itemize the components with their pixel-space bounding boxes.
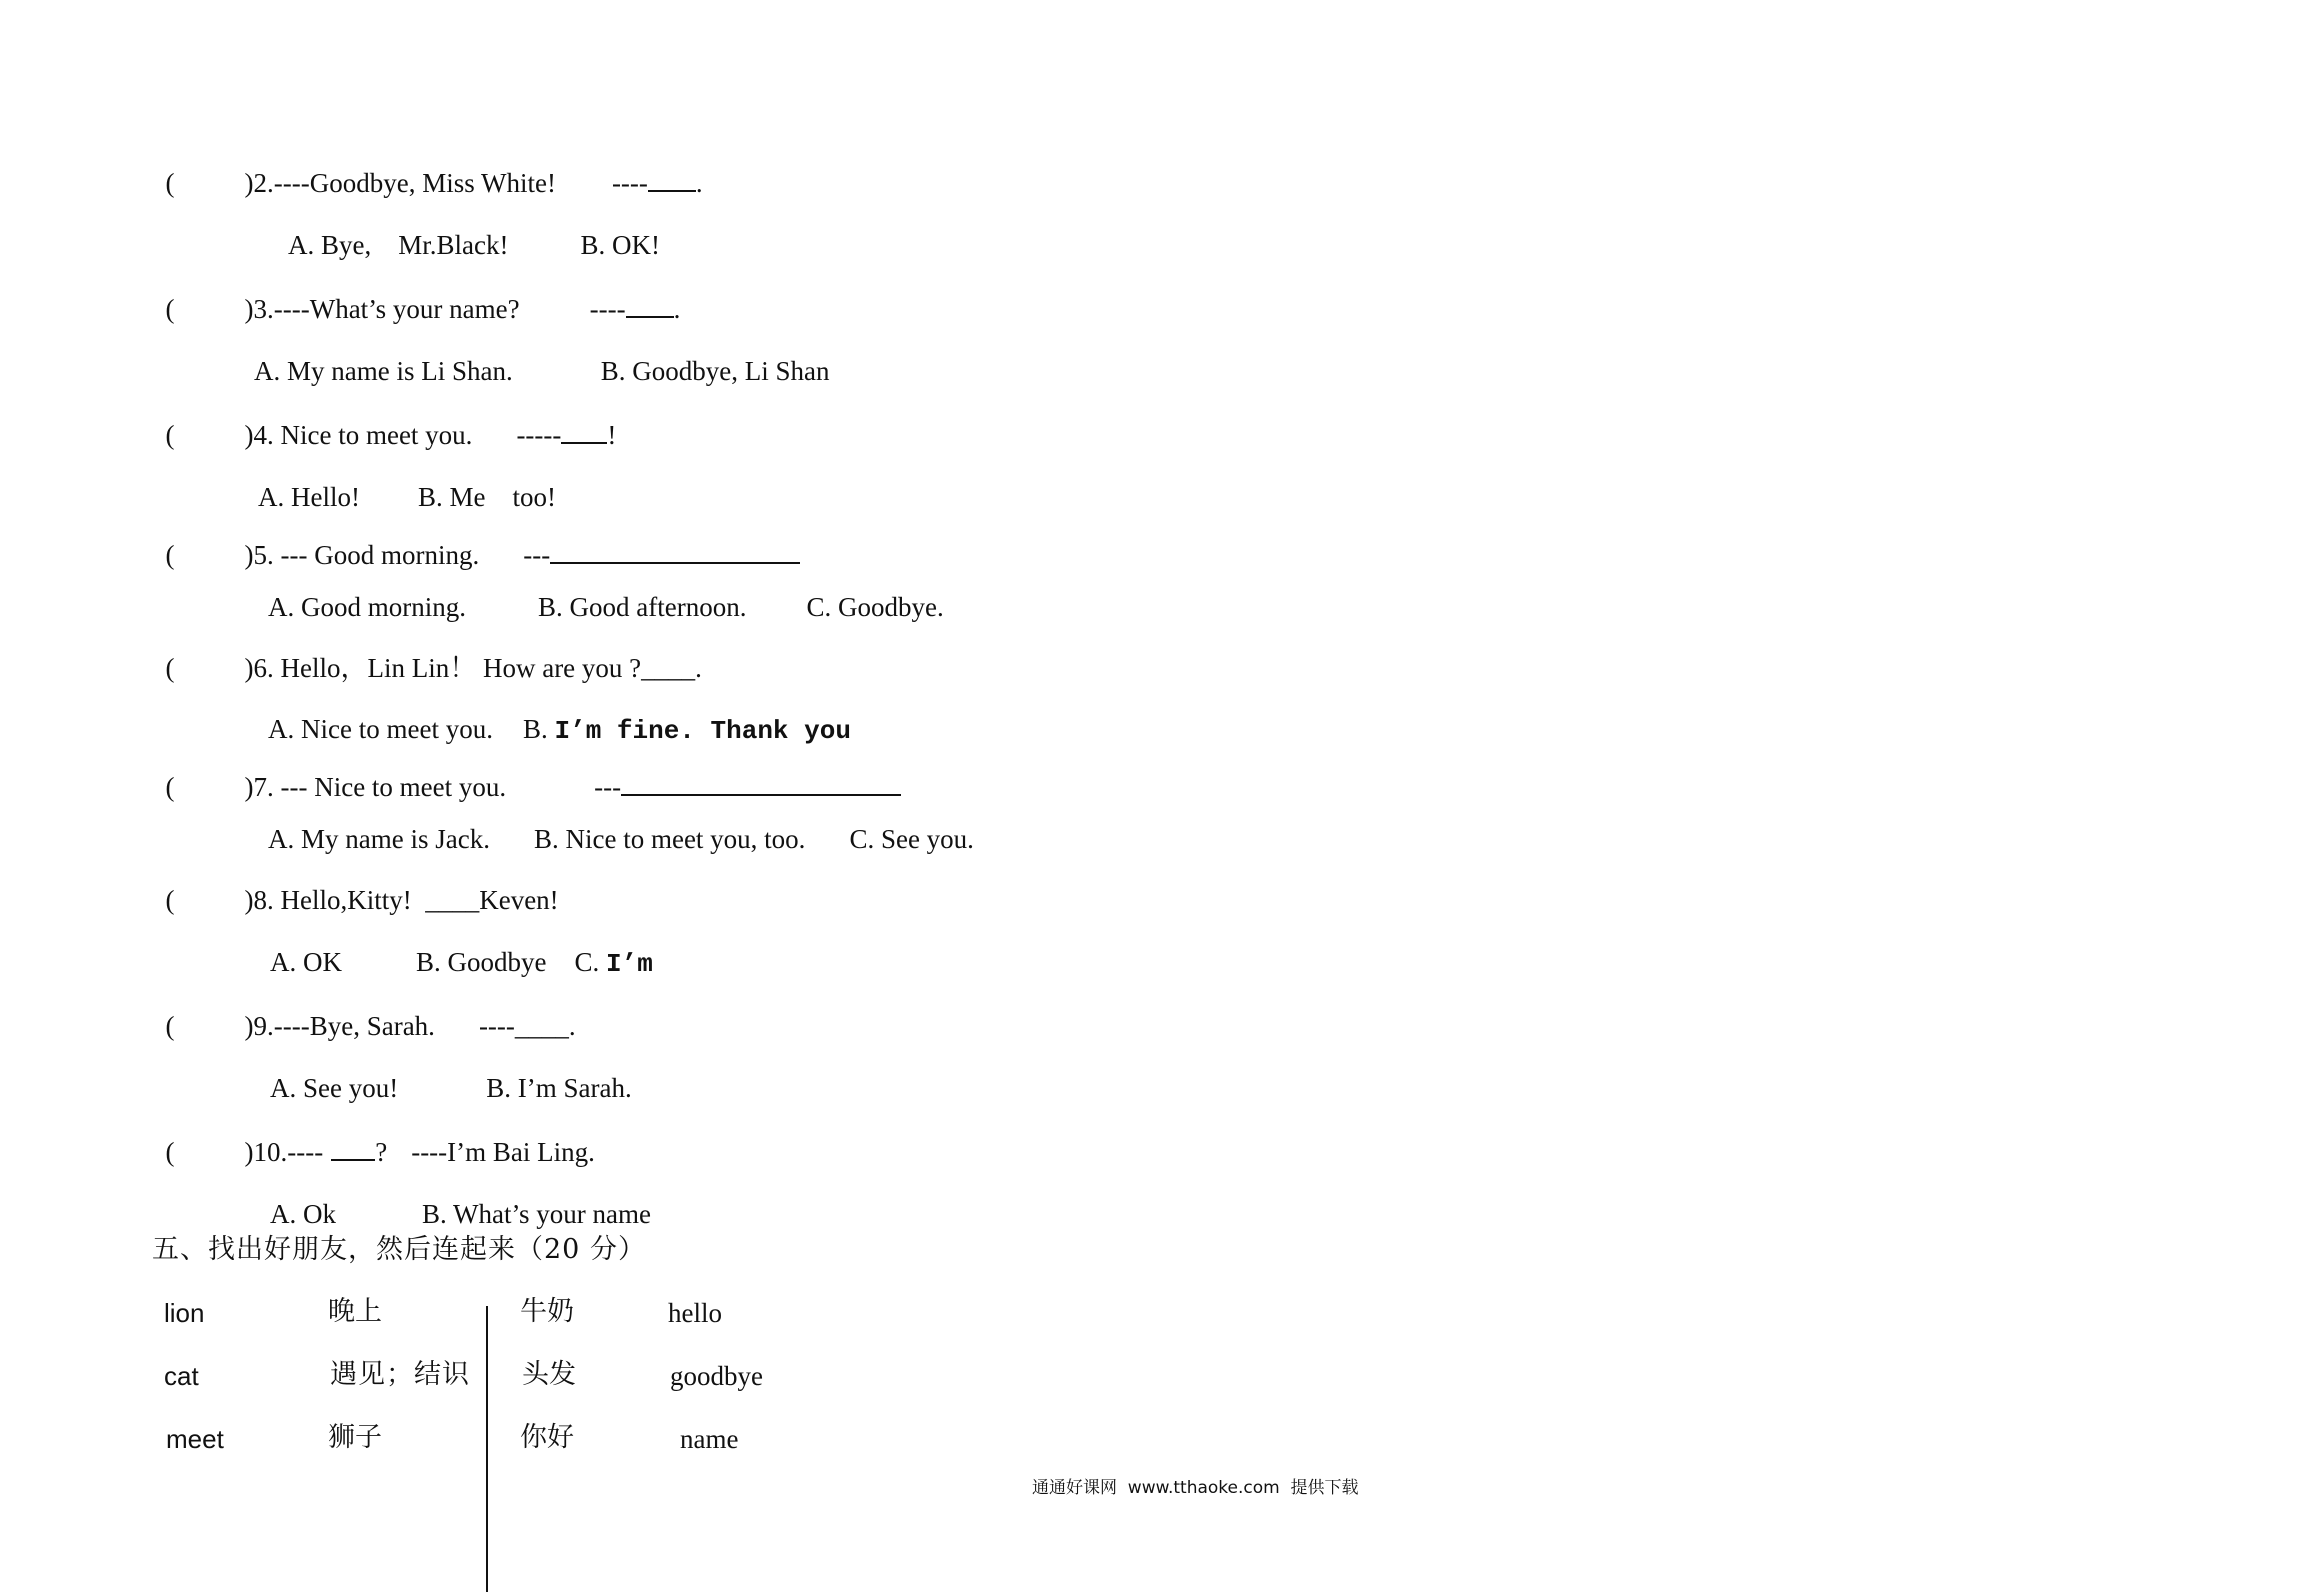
- answer-paren: (: [165, 540, 175, 570]
- option-a: A. Ok: [270, 1199, 337, 1229]
- option-b: B. Good afternoon.: [538, 592, 747, 622]
- option-a: A. My name is Li Shan.: [254, 356, 513, 386]
- option-b: B. What’s your name: [422, 1199, 651, 1229]
- option-c: C. Goodbye.: [806, 592, 944, 622]
- question-7-options: [256, 799, 974, 853]
- option-b: B. OK!: [580, 230, 660, 260]
- option-c: I’m: [606, 949, 653, 979]
- option-a: A. Nice to meet you.: [268, 714, 493, 744]
- answer-blank: [626, 315, 674, 318]
- question-tail: ----____.: [478, 1011, 576, 1041]
- question-response: ----I’m Bai Ling.: [411, 1137, 595, 1167]
- question-tail: ---: [523, 540, 551, 570]
- right-cn-1: 牛奶: [520, 1296, 574, 1327]
- question-9: [152, 986, 576, 1040]
- section-5-title: 五、找出好朋友，然后连起来（20 分）: [152, 1234, 646, 1265]
- question-tail: -----: [516, 420, 562, 450]
- right-cn-3: 你好: [520, 1422, 574, 1453]
- question-tail: ----: [611, 168, 648, 198]
- question-6-options: [256, 689, 851, 744]
- answer-paren: (: [165, 653, 175, 683]
- right-en-1: hello: [668, 1298, 722, 1328]
- option-c: C. See you.: [849, 824, 974, 854]
- question-text: )5. --- Good morning.: [244, 540, 480, 570]
- option-b: B. Goodbye, Li Shan: [600, 356, 830, 386]
- option-b: B. Goodbye: [416, 947, 547, 977]
- question-3: ( )3.----What’s your name? ---- .: [165, 294, 681, 324]
- right-cn-2: 头发: [522, 1359, 576, 1390]
- question-3-options: [242, 331, 830, 385]
- question-text: )8. Hello,Kitty! ____Keven!: [244, 885, 559, 915]
- question-2: ( )2.----Goodbye, Miss White! ---- .: [165, 168, 703, 198]
- question-2-options: [276, 205, 660, 259]
- question-10-options: [258, 1174, 651, 1228]
- answer-paren: (: [165, 168, 175, 198]
- option-b: I’m fine. Thank you: [554, 716, 851, 746]
- question-text: )10.----: [244, 1137, 324, 1167]
- question-text: )7. --- Nice to meet you.: [244, 772, 507, 802]
- answer-blank: [621, 793, 901, 796]
- right-en-3: name: [680, 1424, 739, 1454]
- right-en-2: goodbye: [670, 1361, 763, 1391]
- option-b-letter: B.: [522, 714, 555, 744]
- left-en-1: lion: [164, 1298, 205, 1328]
- question-tail: ?: [375, 1137, 388, 1167]
- answer-paren: (: [165, 1011, 175, 1041]
- question-4-options: [246, 457, 556, 511]
- option-b: B. I’m Sarah.: [486, 1073, 632, 1103]
- answer-blank: [648, 189, 696, 192]
- option-c-letter: C.: [574, 947, 607, 977]
- question-tail: ---: [594, 772, 622, 802]
- question-text: )4. Nice to meet you.: [244, 420, 473, 450]
- question-6: [152, 628, 702, 682]
- option-a: A. See you!: [270, 1073, 399, 1103]
- answer-blank: [331, 1158, 375, 1161]
- option-a: A. My name is Jack.: [268, 824, 490, 854]
- question-7: [152, 747, 901, 801]
- answer-paren: (: [165, 885, 175, 915]
- question-5-options: [256, 567, 944, 621]
- answer-blank: [561, 441, 607, 444]
- answer-paren: (: [165, 420, 175, 450]
- left-cn-1: 晚上: [328, 1296, 382, 1327]
- answer-paren: (: [165, 1137, 175, 1167]
- answer-paren: (: [165, 294, 175, 324]
- option-b: B. Me too!: [418, 482, 556, 512]
- question-tail: ----: [589, 294, 626, 324]
- option-b: B. Nice to meet you, too.: [533, 824, 806, 854]
- option-a: A. Hello!: [258, 482, 360, 512]
- left-en-2: cat: [164, 1361, 199, 1391]
- question-4: ( )4. Nice to meet you. ----- !: [165, 420, 617, 450]
- question-9-options: [258, 1048, 632, 1102]
- question-8: [152, 860, 559, 914]
- answer-paren: (: [165, 772, 175, 802]
- left-en-3: meet: [166, 1424, 224, 1454]
- option-a: A. OK: [270, 947, 343, 977]
- left-cn-2: 遇见；结识: [330, 1359, 470, 1390]
- question-text: )9.----Bye, Sarah.: [244, 1011, 435, 1041]
- question-8-options: [258, 922, 653, 977]
- answer-blank: [550, 561, 800, 564]
- divider-line: [486, 1306, 488, 1592]
- left-cn-3: 狮子: [328, 1422, 382, 1453]
- question-text: )6. Hello，Lin Lin！ How are you ?____.: [244, 653, 702, 683]
- option-a: A. Good morning.: [268, 592, 467, 622]
- question-5: [152, 515, 800, 569]
- question-10: [152, 1112, 595, 1166]
- option-a: A. Bye, Mr.Black!: [288, 230, 509, 260]
- footer-credit: 通通好课网 www.tthaoke.com 提供下载: [1032, 1478, 1359, 1498]
- question-text: )2.----Goodbye, Miss White!: [244, 168, 556, 198]
- question-text: )3.----What’s your name?: [244, 294, 520, 324]
